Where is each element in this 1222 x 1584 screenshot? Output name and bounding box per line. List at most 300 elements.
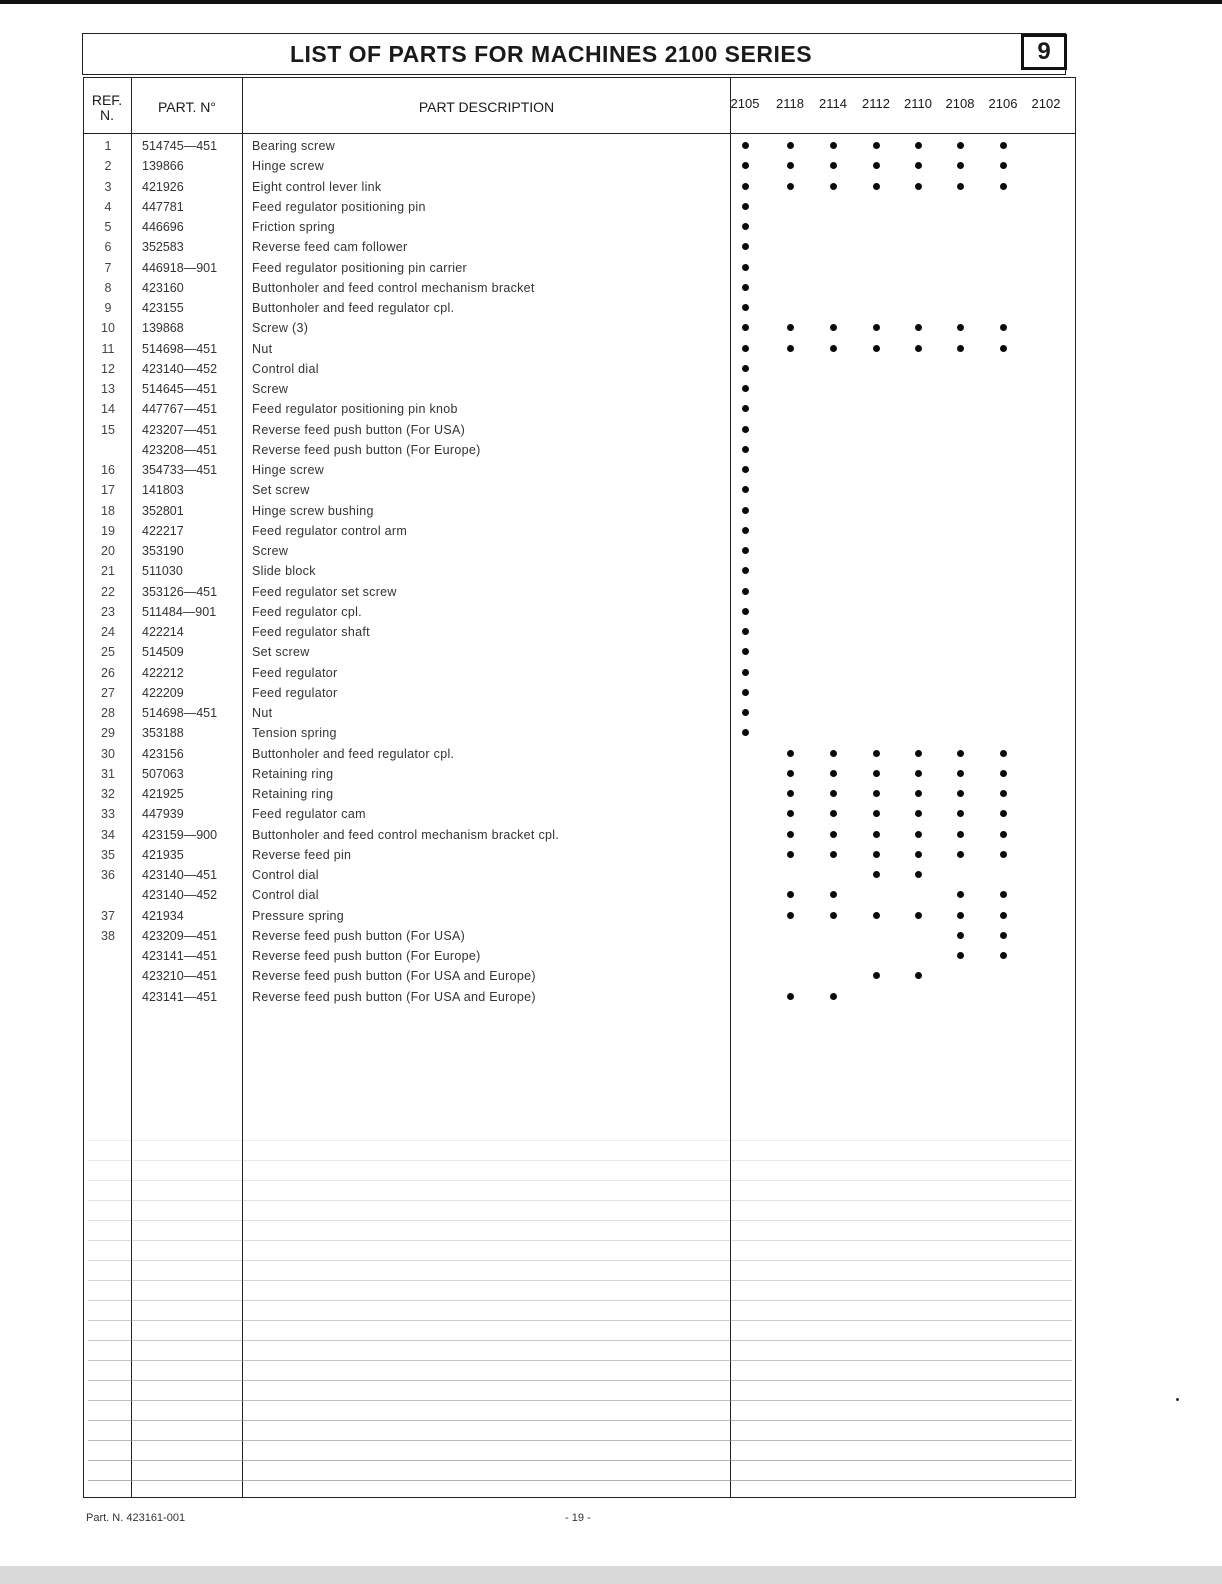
faint-row-line <box>88 1200 1072 1201</box>
usage-dot-2118 <box>787 183 794 190</box>
usage-dot-2112 <box>873 912 880 919</box>
row-description: Hinge screw <box>252 463 325 477</box>
usage-dot-2105 <box>742 304 749 311</box>
usage-dot-2105 <box>742 648 749 655</box>
usage-dot-2106 <box>1000 831 1007 838</box>
row-description: Feed regulator <box>252 665 338 680</box>
row-ref: 14 <box>101 402 115 417</box>
usage-dot-2105 <box>742 284 749 291</box>
row-description: Buttonholer and feed control mechanism bracket <box>252 280 535 295</box>
usage-dot-2105 <box>742 689 749 696</box>
usage-dot-2112 <box>873 810 880 817</box>
row-part-number: 421926 <box>142 179 184 194</box>
row-description: Buttonholer and feed regulator cpl. <box>252 301 455 315</box>
row-part-number: 422214 <box>142 625 184 639</box>
table-row <box>0 402 1222 422</box>
machine-header-2106: 2106 <box>988 96 1018 111</box>
machine-header-2108: 2108 <box>945 96 975 111</box>
usage-dot-2110 <box>915 162 922 169</box>
row-ref: 30 <box>101 746 115 761</box>
usage-dot-2106 <box>1000 912 1007 919</box>
usage-dot-2110 <box>915 912 922 919</box>
row-part-number: 514698—451 <box>142 706 218 720</box>
faint-row-line <box>88 1180 1072 1181</box>
usage-dot-2108 <box>957 183 964 190</box>
machine-header-2114: 2114 <box>819 96 847 111</box>
machine-header-2110: 2110 <box>904 96 932 111</box>
table-row <box>0 969 1222 989</box>
usage-dot-2112 <box>873 972 880 979</box>
row-description: Feed regulator cam <box>252 807 366 822</box>
usage-dot-2106 <box>1000 810 1007 817</box>
row-description: Hinge screw bushing <box>252 503 374 518</box>
row-description: Reverse feed push button (For USA and Europe) <box>252 969 536 984</box>
usage-dot-2118 <box>787 770 794 777</box>
usage-dot-2106 <box>1000 790 1007 797</box>
table-row <box>0 443 1222 463</box>
usage-dot-2114 <box>830 770 837 777</box>
usage-dot-2118 <box>787 891 794 898</box>
usage-dot-2108 <box>957 162 964 169</box>
usage-dot-2108 <box>957 912 964 919</box>
usage-dot-2105 <box>742 345 749 352</box>
top-border <box>0 0 1222 4</box>
row-ref: 1 <box>104 139 112 153</box>
row-ref: 22 <box>101 584 115 599</box>
page-badge: 9 <box>1021 34 1067 70</box>
usage-dot-2108 <box>957 952 964 959</box>
usage-dot-2108 <box>957 891 964 898</box>
table-row <box>0 807 1222 827</box>
row-part-number: 352801 <box>142 503 184 518</box>
row-part-number: 446696 <box>142 220 184 234</box>
row-description: Pressure spring <box>252 908 345 923</box>
row-part-number: 141803 <box>142 483 184 498</box>
table-row <box>0 767 1222 787</box>
table-row <box>0 301 1222 321</box>
row-ref: 28 <box>101 706 115 720</box>
usage-dot-2112 <box>873 750 880 757</box>
row-part-number: 423141—451 <box>142 949 218 963</box>
usage-dot-2106 <box>1000 750 1007 757</box>
table-row <box>0 342 1222 362</box>
table-row <box>0 180 1222 200</box>
usage-dot-2110 <box>915 871 922 878</box>
usage-dot-2105 <box>742 203 749 210</box>
usage-dot-2105 <box>742 324 749 331</box>
row-description: Control dial <box>252 361 319 376</box>
usage-dot-2118 <box>787 750 794 757</box>
header-divider <box>83 133 1076 134</box>
table-row <box>0 524 1222 544</box>
table-row <box>0 645 1222 665</box>
usage-dot-2110 <box>915 750 922 757</box>
row-description: Feed regulator positioning pin <box>252 199 426 214</box>
table-row <box>0 423 1222 443</box>
usage-dot-2112 <box>873 790 880 797</box>
usage-dot-2114 <box>830 851 837 858</box>
machine-header-2118: 2118 <box>776 96 804 111</box>
row-description: Set screw <box>252 645 310 660</box>
usage-dot-2105 <box>742 729 749 736</box>
table-row <box>0 848 1222 868</box>
usage-dot-2114 <box>830 831 837 838</box>
usage-dot-2105 <box>742 507 749 514</box>
footer-page-number: - 19 - <box>565 1512 591 1524</box>
row-ref: 32 <box>101 787 115 801</box>
faint-row-line <box>88 1360 1072 1361</box>
header-ref-line1: REF. <box>91 92 123 108</box>
row-ref: 37 <box>101 908 115 923</box>
header-ref <box>84 93 130 123</box>
usage-dot-2106 <box>1000 952 1007 959</box>
usage-dot-2110 <box>915 345 922 352</box>
usage-dot-2108 <box>957 770 964 777</box>
table-row <box>0 240 1222 260</box>
faint-row-line <box>88 1160 1072 1161</box>
usage-dot-2105 <box>742 385 749 392</box>
row-ref: 35 <box>101 847 115 862</box>
row-part-number: 514745—451 <box>142 139 218 153</box>
row-ref: 9 <box>104 301 112 315</box>
usage-dot-2114 <box>830 162 837 169</box>
table-row <box>0 159 1222 179</box>
usage-dot-2118 <box>787 162 794 169</box>
usage-dot-2105 <box>742 446 749 453</box>
usage-dot-2118 <box>787 810 794 817</box>
row-part-number: 422209 <box>142 685 184 700</box>
row-ref: 20 <box>101 544 115 558</box>
row-description: Screw (3) <box>252 321 309 336</box>
row-ref: 5 <box>104 220 112 234</box>
row-part-number: 514645—451 <box>142 382 218 396</box>
row-description: Retaining ring <box>252 787 334 801</box>
row-part-number: 421935 <box>142 847 184 862</box>
row-ref: 33 <box>101 807 115 822</box>
table-row <box>0 585 1222 605</box>
table-row <box>0 747 1222 767</box>
usage-dot-2118 <box>787 831 794 838</box>
row-part-number: 423140—451 <box>142 868 218 882</box>
row-description: Retaining ring <box>252 766 334 781</box>
header-description: PART DESCRIPTION <box>418 99 555 115</box>
faint-row-line <box>88 1280 1072 1281</box>
usage-dot-2106 <box>1000 142 1007 149</box>
usage-dot-2118 <box>787 912 794 919</box>
table-row <box>0 261 1222 281</box>
usage-dot-2110 <box>915 851 922 858</box>
page-title: LIST OF PARTS FOR MACHINES 2100 SERIES <box>289 41 813 67</box>
usage-dot-2105 <box>742 162 749 169</box>
row-description: Feed regulator <box>252 685 338 700</box>
bottom-band <box>0 1566 1222 1584</box>
table-row <box>0 463 1222 483</box>
row-description: Reverse feed push button (For Europe) <box>252 442 481 457</box>
usage-dot-2106 <box>1000 345 1007 352</box>
row-part-number: 423140—452 <box>142 361 218 376</box>
usage-dot-2114 <box>830 912 837 919</box>
row-part-number: 423207—451 <box>142 422 218 437</box>
row-part-number: 353190 <box>142 544 184 558</box>
row-part-number: 423159—900 <box>142 827 218 842</box>
row-ref: 21 <box>101 564 115 579</box>
row-ref: 36 <box>101 868 115 882</box>
table-row <box>0 139 1222 159</box>
usage-dot-2114 <box>830 790 837 797</box>
usage-dot-2110 <box>915 790 922 797</box>
row-part-number: 421934 <box>142 908 184 923</box>
row-description: Eight control lever link <box>252 179 382 194</box>
row-description: Control dial <box>252 888 319 903</box>
row-part-number: 139868 <box>142 321 184 336</box>
usage-dot-2105 <box>742 365 749 372</box>
faint-row-line <box>88 1320 1072 1321</box>
row-ref: 25 <box>101 645 115 660</box>
table-row <box>0 787 1222 807</box>
faint-row-line <box>88 1380 1072 1381</box>
row-description: Screw <box>252 382 289 396</box>
usage-dot-2118 <box>787 790 794 797</box>
table-row <box>0 726 1222 746</box>
row-ref: 24 <box>101 625 115 639</box>
usage-dot-2105 <box>742 264 749 271</box>
usage-dot-2114 <box>830 324 837 331</box>
row-description: Screw <box>252 544 289 558</box>
usage-dot-2110 <box>915 324 922 331</box>
row-ref: 16 <box>101 463 115 477</box>
usage-dot-2105 <box>742 588 749 595</box>
row-ref: 18 <box>101 503 115 518</box>
usage-dot-2106 <box>1000 891 1007 898</box>
usage-dot-2112 <box>873 345 880 352</box>
row-ref: 38 <box>101 928 115 943</box>
row-part-number: 423209—451 <box>142 928 218 943</box>
row-part-number: 514698—451 <box>142 341 218 356</box>
table-row <box>0 828 1222 848</box>
usage-dot-2114 <box>830 345 837 352</box>
row-description: Reverse feed push button (For Europe) <box>252 949 481 963</box>
usage-dot-2110 <box>915 810 922 817</box>
usage-dot-2118 <box>787 324 794 331</box>
usage-dot-2108 <box>957 851 964 858</box>
header-ref-line2: N. <box>100 107 114 123</box>
row-ref: 10 <box>101 321 115 336</box>
row-description: Control dial <box>252 868 319 882</box>
usage-dot-2118 <box>787 993 794 1000</box>
usage-dot-2106 <box>1000 183 1007 190</box>
table-row <box>0 868 1222 888</box>
usage-dot-2105 <box>742 669 749 676</box>
row-ref: 17 <box>101 483 115 498</box>
usage-dot-2105 <box>742 567 749 574</box>
table-row <box>0 949 1222 969</box>
row-description: Set screw <box>252 483 310 498</box>
usage-dot-2105 <box>742 709 749 716</box>
usage-dot-2108 <box>957 810 964 817</box>
usage-dot-2105 <box>742 547 749 554</box>
row-description: Feed regulator positioning pin carrier <box>252 260 467 275</box>
faint-row-line <box>88 1300 1072 1301</box>
usage-dot-2105 <box>742 486 749 493</box>
table-row <box>0 888 1222 908</box>
usage-dot-2110 <box>915 972 922 979</box>
usage-dot-2112 <box>873 871 880 878</box>
usage-dot-2106 <box>1000 851 1007 858</box>
usage-dot-2105 <box>742 405 749 412</box>
faint-row-line <box>88 1340 1072 1341</box>
row-description: Buttonholer and feed control mechanism bracket cpl. <box>252 827 560 842</box>
row-ref: 3 <box>104 179 112 194</box>
row-description: Reverse feed push button (For USA and Europe) <box>252 989 536 1004</box>
row-part-number: 423140—452 <box>142 888 218 903</box>
row-description: Reverse feed push button (For USA) <box>252 422 466 437</box>
faint-row-line <box>88 1480 1072 1481</box>
table-row <box>0 666 1222 686</box>
table-row <box>0 362 1222 382</box>
usage-dot-2108 <box>957 750 964 757</box>
usage-dot-2105 <box>742 142 749 149</box>
row-part-number: 139866 <box>142 159 184 174</box>
usage-dot-2105 <box>742 223 749 230</box>
table-row <box>0 706 1222 726</box>
row-part-number: 423156 <box>142 746 184 761</box>
row-ref: 31 <box>101 766 115 781</box>
row-part-number: 511484—901 <box>142 604 217 619</box>
usage-dot-2110 <box>915 831 922 838</box>
usage-dot-2112 <box>873 142 880 149</box>
table-row <box>0 686 1222 706</box>
usage-dot-2108 <box>957 790 964 797</box>
row-ref: 7 <box>104 260 112 275</box>
usage-dot-2112 <box>873 324 880 331</box>
row-part-number: 507063 <box>142 766 184 781</box>
faint-row-line <box>88 1240 1072 1241</box>
row-description: Tension spring <box>252 726 337 741</box>
row-part-number: 447781 <box>142 199 184 214</box>
row-ref: 2 <box>104 159 112 174</box>
usage-dot-2110 <box>915 142 922 149</box>
row-part-number: 352583 <box>142 240 184 255</box>
usage-dot-2112 <box>873 831 880 838</box>
footer-part-number: Part. N. 423161-001 <box>86 1512 186 1524</box>
usage-dot-2114 <box>830 810 837 817</box>
usage-dot-2105 <box>742 243 749 250</box>
row-part-number: 423210—451 <box>142 969 218 984</box>
row-part-number: 422212 <box>142 665 184 680</box>
row-part-number: 447767—451 <box>142 402 218 417</box>
usage-dot-2105 <box>742 608 749 615</box>
usage-dot-2108 <box>957 345 964 352</box>
row-ref: 27 <box>101 685 115 700</box>
row-part-number: 422217 <box>142 523 184 538</box>
usage-dot-2105 <box>742 426 749 433</box>
row-part-number: 447939 <box>142 807 184 822</box>
row-ref: 34 <box>101 827 115 842</box>
usage-dot-2106 <box>1000 932 1007 939</box>
table-row <box>0 220 1222 240</box>
row-description: Buttonholer and feed regulator cpl. <box>252 746 455 761</box>
faint-row-line <box>88 1440 1072 1441</box>
table-row <box>0 382 1222 402</box>
faint-row-line <box>88 1260 1072 1261</box>
table-row <box>0 909 1222 929</box>
row-description: Reverse feed cam follower <box>252 240 408 255</box>
row-part-number: 353188 <box>142 726 184 741</box>
header-part: PART. N° <box>158 99 216 115</box>
row-ref: 15 <box>101 422 115 437</box>
table-row <box>0 990 1222 1010</box>
row-ref: 8 <box>104 280 112 295</box>
faint-row-line <box>88 1400 1072 1401</box>
faint-row-line <box>88 1140 1072 1141</box>
usage-dot-2108 <box>957 142 964 149</box>
row-ref: 4 <box>104 199 112 214</box>
table-row <box>0 504 1222 524</box>
row-description: Feed regulator control arm <box>252 523 408 538</box>
usage-dot-2110 <box>915 770 922 777</box>
row-description: Friction spring <box>252 220 335 234</box>
row-description: Feed regulator cpl. <box>252 604 362 619</box>
row-part-number: 446918—901 <box>142 260 218 275</box>
usage-dot-2114 <box>830 183 837 190</box>
row-description: Bearing screw <box>252 139 336 153</box>
row-description: Feed regulator positioning pin knob <box>252 402 458 417</box>
table-row <box>0 544 1222 564</box>
usage-dot-2108 <box>957 324 964 331</box>
usage-dot-2112 <box>873 851 880 858</box>
usage-dot-2108 <box>957 831 964 838</box>
row-ref: 11 <box>101 341 115 356</box>
row-description: Slide block <box>252 564 316 579</box>
row-description: Feed regulator set screw <box>252 584 397 599</box>
row-part-number: 354733—451 <box>142 463 218 477</box>
usage-dot-2118 <box>787 142 794 149</box>
row-part-number: 423160 <box>142 280 184 295</box>
row-ref: 6 <box>104 240 112 255</box>
row-ref: 29 <box>101 726 115 741</box>
row-part-number: 421925 <box>142 787 184 801</box>
usage-dot-2106 <box>1000 324 1007 331</box>
usage-dot-2105 <box>742 527 749 534</box>
row-ref: 26 <box>101 665 115 680</box>
row-description: Hinge screw <box>252 159 325 174</box>
usage-dot-2114 <box>830 993 837 1000</box>
row-part-number: 423155 <box>142 301 184 315</box>
row-ref: 19 <box>101 523 115 538</box>
usage-dot-2114 <box>830 142 837 149</box>
faint-row-line <box>88 1460 1072 1461</box>
usage-dot-2106 <box>1000 770 1007 777</box>
usage-dot-2112 <box>873 162 880 169</box>
usage-dot-2106 <box>1000 162 1007 169</box>
row-part-number: 423141—451 <box>142 989 218 1004</box>
machine-header-2102: 2102 <box>1031 96 1061 111</box>
row-description: Reverse feed push button (For USA) <box>252 928 466 943</box>
table-row <box>0 625 1222 645</box>
usage-dot-2114 <box>830 750 837 757</box>
row-part-number: 353126—451 <box>142 584 218 599</box>
faint-row-line <box>88 1420 1072 1421</box>
usage-dot-2105 <box>742 466 749 473</box>
machine-header-2112: 2112 <box>862 96 890 111</box>
table-row <box>0 929 1222 949</box>
usage-dot-2114 <box>830 891 837 898</box>
row-ref: 12 <box>101 361 115 376</box>
row-part-number: 511030 <box>142 564 183 579</box>
table-row <box>0 200 1222 220</box>
usage-dot-2108 <box>957 932 964 939</box>
usage-dot-2118 <box>787 345 794 352</box>
